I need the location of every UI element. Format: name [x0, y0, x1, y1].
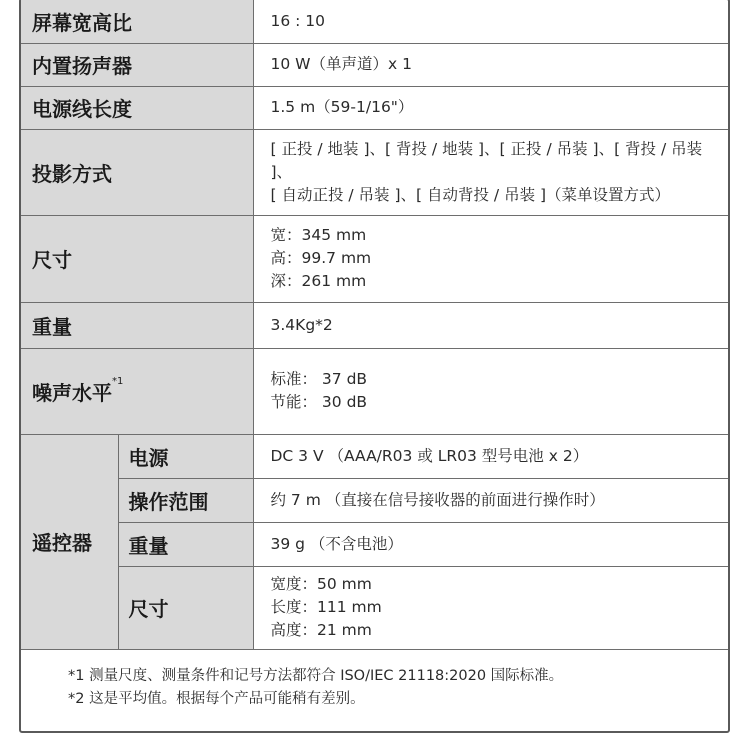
projection-line: [ 正投 / 地装 ]、[ 背投 / 地装 ]、[ 正投 / 吊装 ]、[ 背投 / 吊装 ]、	[270, 139, 703, 181]
remote-label-range: 操作范围	[118, 478, 253, 522]
row-value-weight: 3.4Kg*2	[253, 302, 728, 348]
dimension-depth: 深：261 mm	[270, 272, 367, 290]
remote-label-power: 电源	[118, 434, 253, 478]
spec-table	[21, 0, 728, 650]
noise-label-text: 噪声水平	[32, 380, 112, 405]
projection-line: [ 自动正投 / 吊装 ]、[ 自动背投 / 吊装 ]（菜单设置方式）	[270, 185, 671, 204]
remote-height: 高度：21 mm	[270, 621, 372, 639]
footnotes	[68, 665, 563, 711]
table-row	[21, 522, 728, 566]
footnote-2: *2 这是平均值。根据每个产品可能稍有差别。	[68, 691, 365, 707]
noise-eco: 节能： 30 dB	[270, 393, 368, 411]
row-value-projection	[253, 129, 728, 215]
table-row	[21, 215, 728, 302]
footnote-mark: *1	[112, 375, 124, 387]
remote-value-range: 约 7 m （直接在信号接收器的前面进行操作时）	[253, 478, 728, 522]
table-row	[21, 129, 728, 215]
remote-value-dimensions	[253, 566, 728, 649]
remote-value-weight: 39 g （不含电池）	[253, 522, 728, 566]
dimension-width: 宽：345 mm	[270, 226, 367, 244]
row-value-cable: 1.5 m（59-1/16"）	[253, 86, 728, 129]
table-row	[21, 348, 728, 434]
remote-length: 长度：111 mm	[270, 598, 382, 616]
row-value-dimensions	[253, 215, 728, 302]
footnote-1: *1 测量尺度、测量条件和记号方法都符合 ISO/IEC 21118:2020 国际标准。	[68, 668, 564, 684]
table-row	[21, 0, 728, 43]
row-label-aspect: 屏幕宽高比	[21, 0, 253, 43]
row-label-cable: 电源线长度	[21, 86, 253, 129]
row-value-noise	[253, 348, 728, 434]
table-row	[21, 302, 728, 348]
remote-value-power: DC 3 V （AAA/R03 或 LR03 型号电池 x 2）	[253, 434, 728, 478]
table-row	[21, 43, 728, 86]
row-label-weight: 重量	[21, 302, 253, 348]
row-label-noise	[21, 348, 253, 434]
dimension-height: 高：99.7 mm	[270, 249, 372, 267]
remote-width: 宽度：50 mm	[270, 575, 372, 593]
row-label-remote: 遥控器	[21, 434, 118, 649]
remote-label-dimensions: 尺寸	[118, 566, 253, 649]
row-label-speaker: 内置扬声器	[21, 43, 253, 86]
table-row	[21, 566, 728, 649]
row-label-projection: 投影方式	[21, 129, 253, 215]
table-row	[21, 478, 728, 522]
row-value-speaker: 10 W（单声道）x 1	[253, 43, 728, 86]
table-row	[21, 86, 728, 129]
table-row	[21, 434, 728, 478]
remote-label-weight: 重量	[118, 522, 253, 566]
noise-standard: 标准： 37 dB	[270, 370, 368, 388]
row-value-aspect: 16 : 10	[253, 0, 728, 43]
row-label-dimensions: 尺寸	[21, 215, 253, 302]
